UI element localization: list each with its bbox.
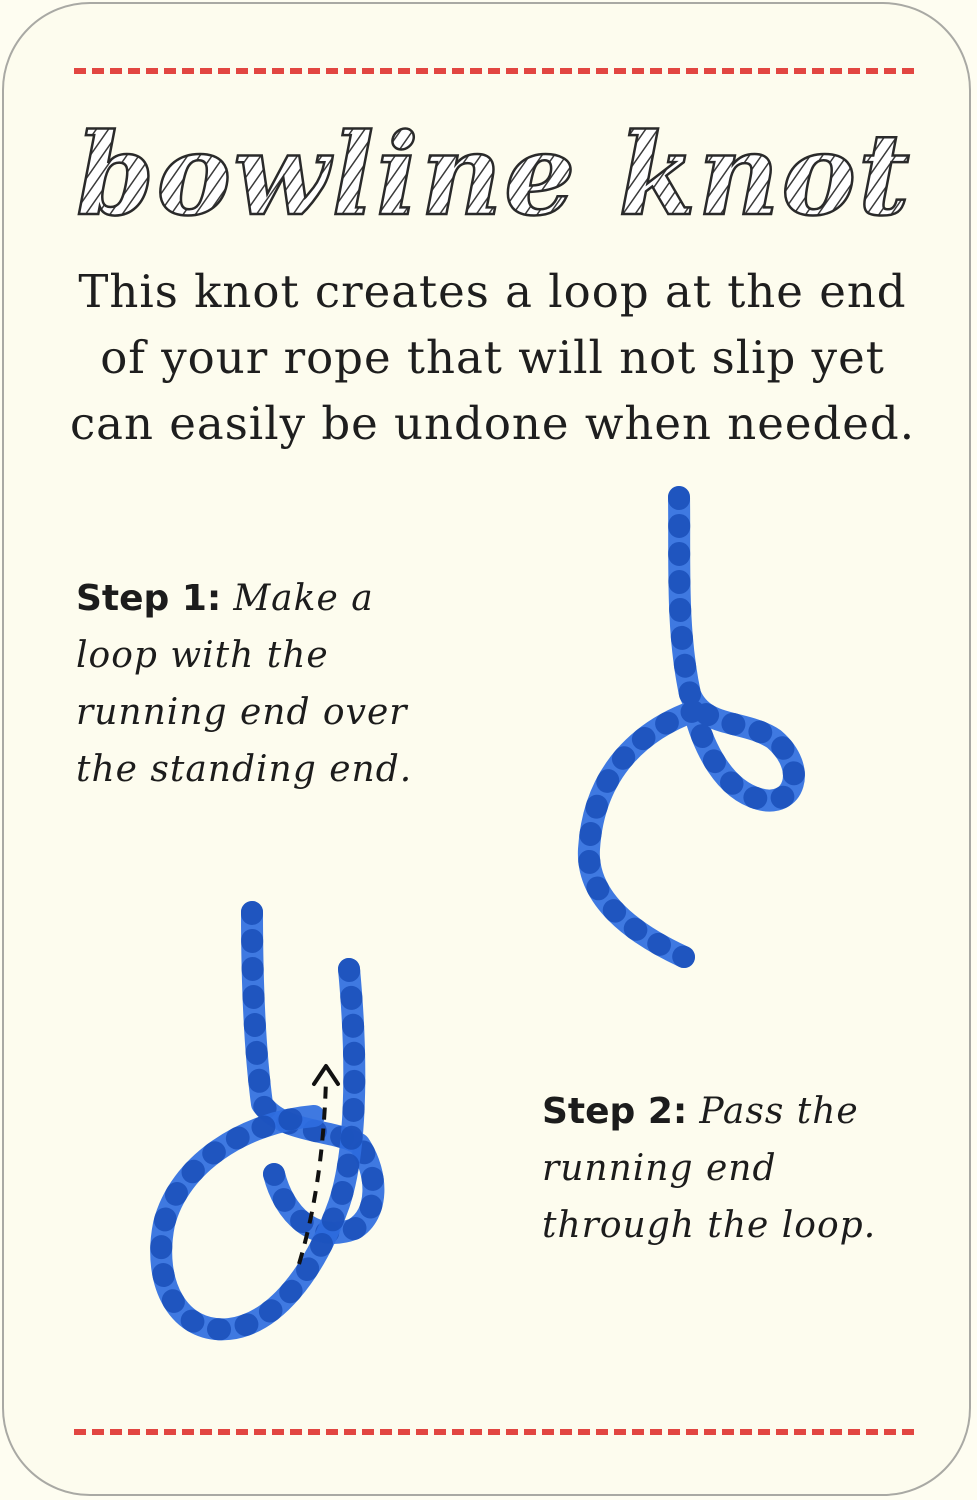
bottom-stitch-border	[74, 1429, 914, 1443]
knot-card	[2, 2, 971, 1496]
step-2-text: Pass the running end through the loop.	[542, 1091, 877, 1246]
top-stitch-border	[74, 68, 914, 82]
step-2-label: Step 2:	[542, 1091, 688, 1132]
step-2	[542, 1083, 882, 1254]
title-text: bowline knot	[76, 110, 912, 241]
rope-loop-icon	[564, 479, 834, 979]
page-title	[76, 109, 912, 241]
step-1	[76, 570, 446, 798]
rope-pass-through-icon	[134, 894, 424, 1364]
intro-text: This knot creates a loop at the end of your rope that will not slip yet can easily be undone when needed.	[69, 265, 916, 450]
step-1-label: Step 1:	[76, 578, 222, 619]
step-1-text: Make a loop with the running end over the standing end.	[76, 578, 413, 790]
